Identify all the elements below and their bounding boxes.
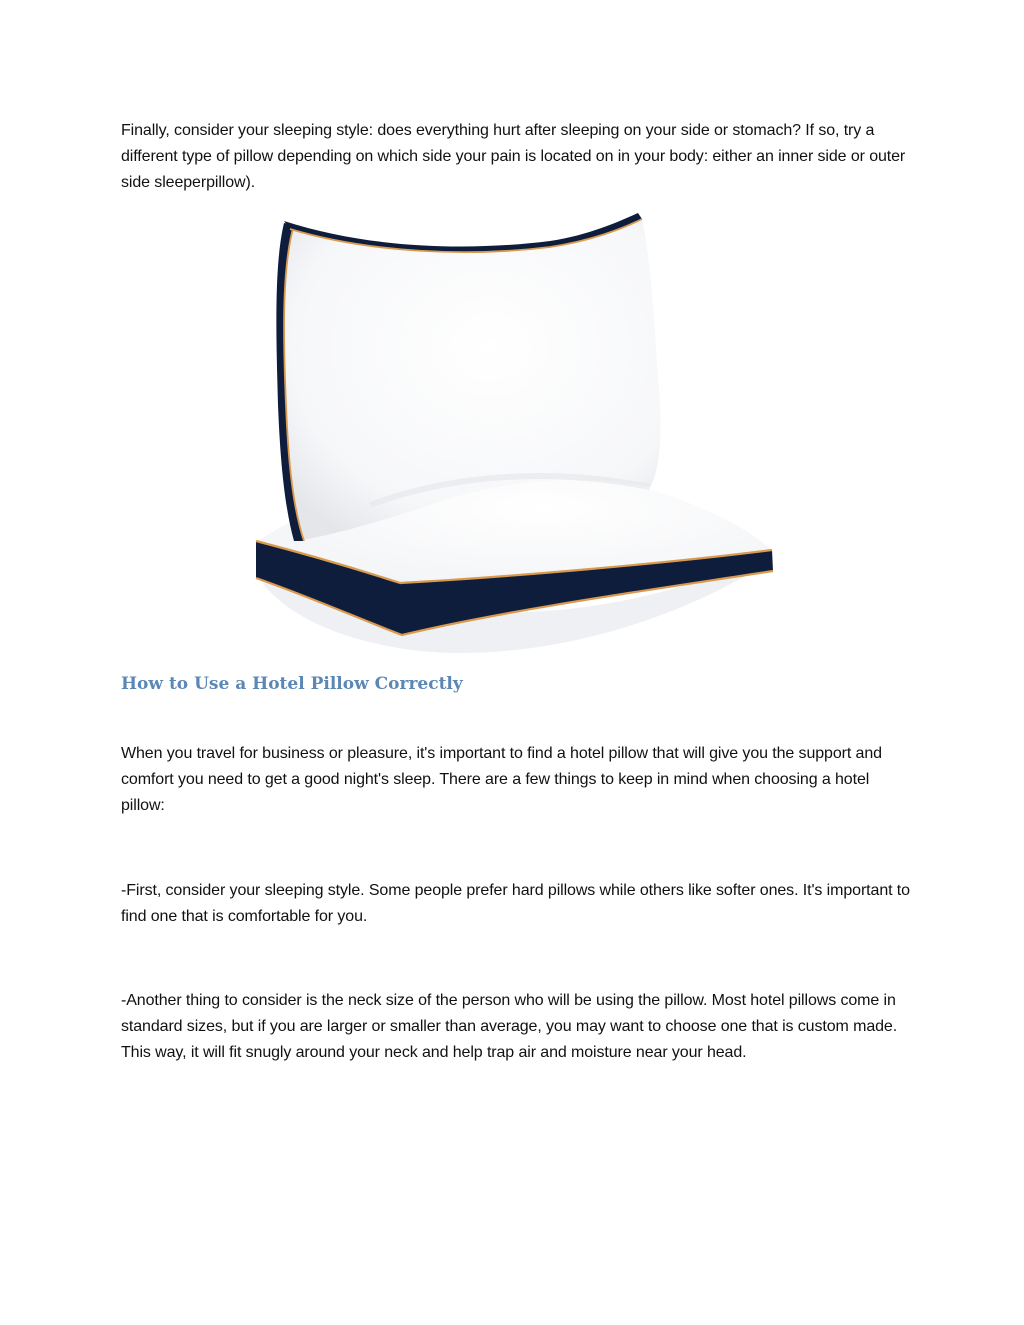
section-heading: How to Use a Hotel Pillow Correctly [121,674,463,694]
travel-paragraph: When you travel for business or pleasure, it's important to find a hotel pillow that will give you the support and comfort you need to get a good night's sleep. There are a few things to keep in mind when choosing a hotel pillow: [121,745,882,814]
second-tip-paragraph: -Another thing to consider is the neck size of the person who will be using the pillow. Most hotel pillows come in standard sizes, but if you are larger or smaller than average, you may want to choose one that is custom made. This way, it will fit snugly around your neck and help trap air and moisture near your head. [121,992,898,1061]
first-tip-paragraph: -First, consider your sleeping style. Some people prefer hard pillows while others like softer ones. It's important to find one that is comfortable for you. [121,882,910,925]
hotel-pillow-image [250,205,780,660]
intro-paragraph: Finally, consider your sleeping style: does everything hurt after sleeping on your side or stomach? If so, try a different type of pillow depending on which side your pain is located on in your body: either an inner side or outer side sleeperpillow). [121,122,906,191]
pillow-illustration [250,205,780,660]
